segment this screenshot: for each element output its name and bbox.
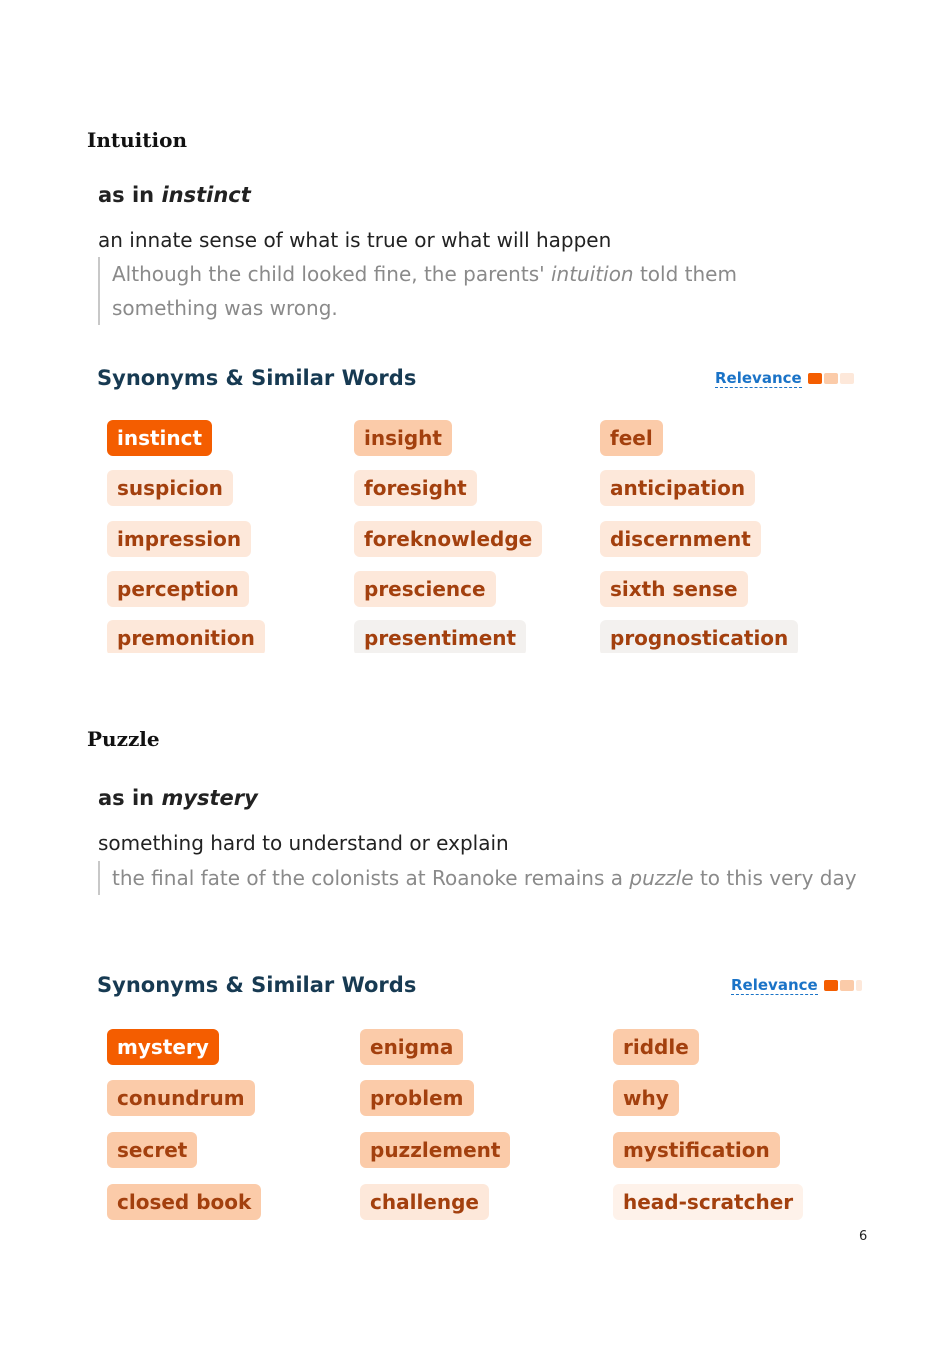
synonym-chip[interactable]: challenge [360,1184,489,1220]
synonym-chip[interactable]: premonition [107,620,265,653]
sense-label [98,183,251,207]
synonym-chip[interactable]: feel [600,420,663,456]
synonym-chip[interactable]: impression [107,521,251,557]
sense-keyword[interactable]: mystery [161,786,258,810]
relevance-bars-icon [808,373,854,384]
example-text-before: the final fate of the colonists at Roanoke remains a [112,866,630,890]
synonym-chip[interactable]: prognostication [600,620,798,653]
as-in-prefix: as in [98,786,162,810]
synonym-chip[interactable]: mystification [613,1132,780,1168]
example-text-after: told them something was wrong. [112,262,737,320]
relevance-bar-high [824,980,838,991]
synonym-chip[interactable]: prescience [354,571,496,607]
example-sentence [98,861,870,895]
synonym-chip[interactable]: puzzlement [360,1132,510,1168]
synonym-chip[interactable]: suspicion [107,470,233,506]
synonym-chip[interactable]: closed book [107,1184,261,1220]
entry-title: Puzzle [87,727,160,751]
relevance-sort[interactable] [715,369,854,388]
definition-text: an innate sense of what is true or what will happen [98,228,612,252]
sense-label [98,786,258,810]
example-sentence [98,257,802,325]
synonym-chip[interactable]: anticipation [600,470,755,506]
sense-keyword[interactable]: instinct [161,183,251,207]
entry-title: Intuition [87,128,187,152]
synonym-chip[interactable]: problem [360,1080,474,1116]
definition-text: something hard to understand or explain [98,831,509,855]
relevance-sort[interactable] [731,976,862,995]
synonym-chip[interactable]: conundrum [107,1080,255,1116]
relevance-label[interactable]: Relevance [715,369,802,387]
relevance-bar-mid [840,980,854,991]
relevance-bar-mid [824,373,838,384]
synonym-chip[interactable]: insight [354,420,452,456]
relevance-bar-low [856,980,862,991]
relevance-bar-low [840,373,854,384]
example-highlight-word: intuition [550,262,634,286]
synonym-chip[interactable]: secret [107,1132,197,1168]
synonyms-heading: Synonyms & Similar Words [97,973,417,997]
synonym-chip[interactable]: foreknowledge [354,521,542,557]
synonym-chip[interactable]: riddle [613,1029,699,1065]
synonym-chip[interactable]: head-scratcher [613,1184,803,1220]
relevance-bar-high [808,373,822,384]
page-number: 6 [859,1229,868,1244]
relevance-bars-icon [824,980,862,991]
synonym-chip[interactable]: presentiment [354,620,526,653]
example-highlight-word: puzzle [629,866,694,890]
synonym-chip[interactable]: foresight [354,470,477,506]
synonym-chip[interactable]: instinct [107,420,212,456]
as-in-prefix: as in [98,183,162,207]
synonym-chip[interactable]: why [613,1080,679,1116]
synonym-chip[interactable]: sixth sense [600,571,748,607]
synonym-chip[interactable]: mystery [107,1029,219,1065]
synonym-chip[interactable]: enigma [360,1029,463,1065]
example-text-before: Although the child looked fine, the parents' [112,262,551,286]
relevance-label[interactable]: Relevance [731,976,818,994]
synonym-row-clipped [100,620,820,653]
synonym-chip[interactable]: discernment [600,521,761,557]
example-text-after: to this very day [693,866,857,890]
synonym-chip[interactable]: perception [107,571,249,607]
synonyms-heading: Synonyms & Similar Words [97,366,417,390]
